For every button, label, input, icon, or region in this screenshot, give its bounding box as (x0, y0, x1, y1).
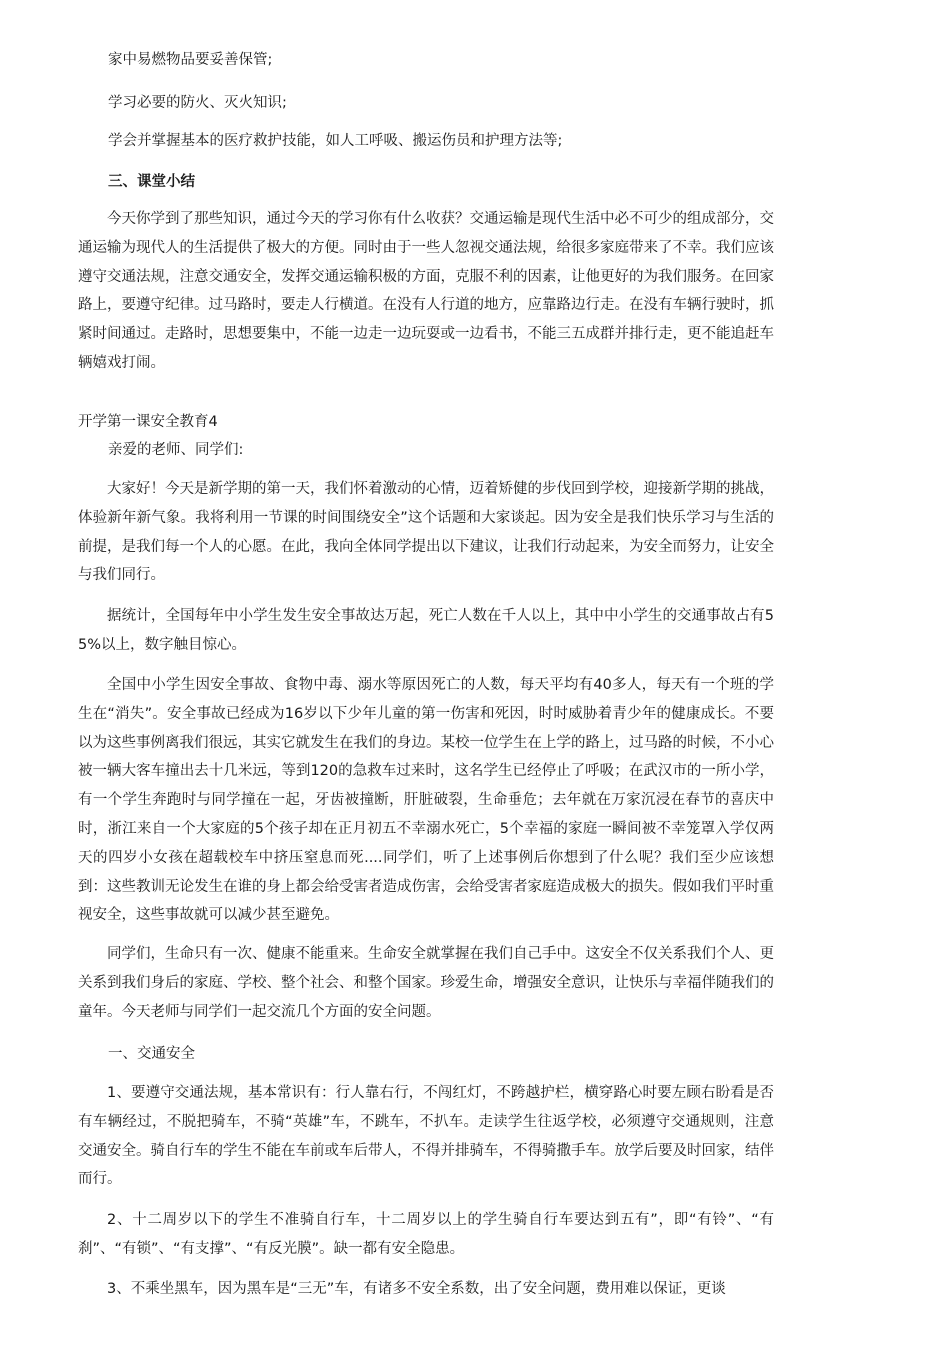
list-item-traffic-rules: 1、要遵守交通法规，基本常识有：行人靠右行，不闯红灯，不跨越护栏，横穿路心时要左顾右盼看是否有车辆经过，不脱把骑车，不骑“英雄”车，不跳车，不扒车。走读学生往返学校，必须遵守交通规则，注意交通安全。骑自行车的学生不能在车前或车后带人，不得并排骑车，不得骑撒手车。放学后要及时回家，结伴而行。 (78, 1085, 774, 1188)
greeting: 亲爱的老师、同学们: (108, 442, 244, 458)
paragraph-opening: 大家好！今天是新学期的第一天，我们怀着激动的心情，迈着矫健的步伐回到学校，迎接新学期的挑战，体验新年新气象。我将利用一节课的时间围绕安全”这个话题和大家谈起。因为安全是我们快乐学习与生活的前提，是我们每一个人的心愿。在此，我向全体同学提出以下建议，让我们行动起来，为安全而努力，让安全与我们同行。 (78, 481, 774, 584)
paragraph-life-value: 同学们，生命只有一次、健康不能重来。生命安全就掌握在我们自己手中。这安全不仅关系我们个人、更关系到我们身后的家庭、学校、整个社会、和整个国家。珍爱生命，增强安全意识，让快乐与幸福伴随我们的童年。今天老师与同学们一起交流几个方面的安全问题。 (78, 946, 774, 1020)
list-item-bicycle: 2、十二周岁以下的学生不准骑自行车，十二周岁以上的学生骑自行车要达到五有”，即“有铃”、“有刹”、“有锁”、“有支撑”、“有反光膜”。缺一都有安全隐患。 (78, 1212, 774, 1257)
list-item-black-car: 3、不乘坐黑车，因为黑车是“三无”车，有诸多不安全系数，出了安全问题，费用难以保证，更谈 (107, 1281, 726, 1297)
paragraph-incidents: 全国中小学生因安全事故、食物中毒、溺水等原因死亡的人数，每天平均有40多人，每天有一个班的学生在“消失”。安全事故已经成为16岁以下少年儿童的第一伤害和死因，时时威胁着青少年的健康成长。不要以为这些事例离我们很远，其实它就发生在我们的身边。某校一位学生在上学的路上，过马路的时候，不小心被一辆大客车撞出去十几米远，等到120的急救车过来时，这名学生已经停止了呼吸；在武汉市的一所小学，有一个学生奔跑时与同学撞在一起，牙齿被撞断，肝脏破裂，生命垂危；去年就在万家沉浸在春节的喜庆中时，浙江来自一个大家庭的5个孩子却在正月初五不幸溺水死亡，5个幸福的家庭一瞬间被不幸笼罩入学仅两天的四岁小女孩在超载校车中挤压窒息而死....同学们，听了上述事例后你想到了什么呢？我们至少应该想到：这些教训无论发生在谁的身上都会给受害者造成伤害，会给受害者家庭造成极大的损失。假如我们平时重视安全，这些事故就可以减少甚至避免。 (78, 677, 774, 924)
section-title: 开学第一课安全教育4 (78, 414, 218, 430)
text-line-first-aid: 学会并掌握基本的医疗救护技能，如人工呼吸、搬运伤员和护理方法等; (108, 133, 563, 149)
heading-traffic-safety: 一、交通安全 (108, 1046, 195, 1062)
paragraph-statistics: 据统计，全国每年中小学生发生安全事故达万起，死亡人数在千人以上，其中中小学生的交通事故占有55%以上，数字触目惊心。 (78, 608, 774, 653)
text-line-flammables: 家中易燃物品要妥善保管; (108, 52, 273, 68)
text-line-fire-knowledge: 学习必要的防火、灭火知识; (108, 95, 287, 111)
heading-class-summary: 三、课堂小结 (108, 174, 195, 190)
paragraph-summary: 今天你学到了那些知识，通过今天的学习你有什么收获？交通运输是现代生活中必不可少的组成部分，交通运输为现代人的生活提供了极大的方便。同时由于一些人忽视交通法规，给很多家庭带来了不幸。我们应该遵守交通法规，注意交通安全，发挥交通运输积极的方面，克服不利的因素，让他更好的为我们服务。在回家路上，要遵守纪律。过马路时，要走人行横道。在没有人行道的地方，应靠路边行走。在没有车辆行驶时，抓紧时间通过。走路时，思想要集中，不能一边走一边玩耍或一边看书，不能三五成群并排行走，更不能追赶车辆嬉戏打闹。 (78, 211, 774, 371)
